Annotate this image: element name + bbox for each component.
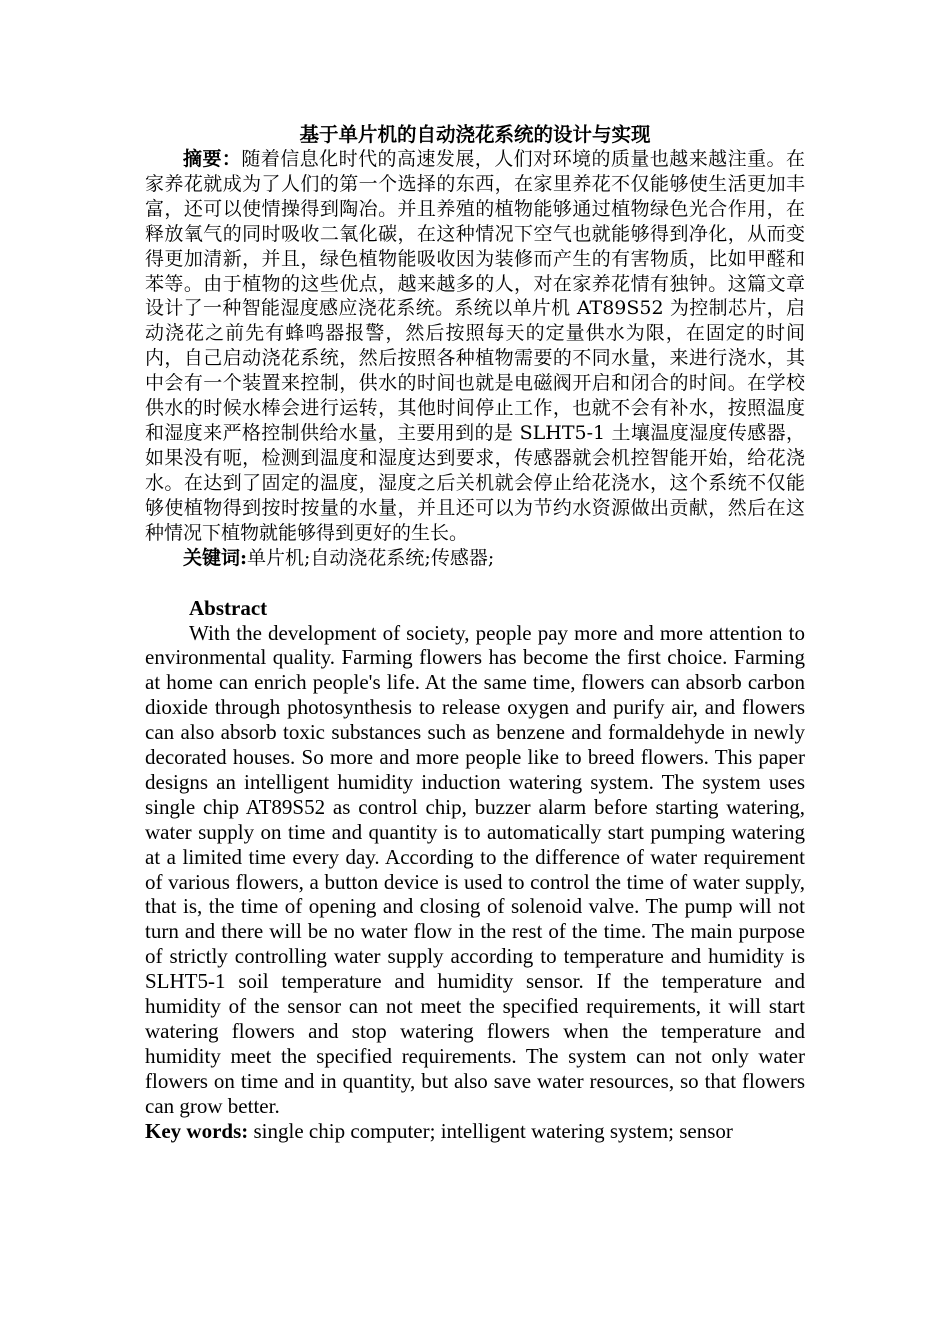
english-keywords-text: single chip computer; intelligent watering system; sensor <box>248 1118 733 1143</box>
english-keywords-label: Key words: <box>145 1118 249 1143</box>
chinese-keywords-text: 单片机;自动浇花系统;传感器; <box>247 546 495 569</box>
abstract-heading: Abstract <box>189 595 268 620</box>
chinese-keywords <box>145 546 805 571</box>
document-page <box>145 122 805 1144</box>
paper-title: 基于单片机的自动浇花系统的设计与实现 <box>299 123 651 146</box>
section-spacer <box>145 571 805 596</box>
chinese-abstract-label: 摘要： <box>183 148 242 170</box>
english-keywords <box>145 1119 805 1144</box>
chinese-abstract-text: 随着信息化时代的高速发展，人们对环境的质量也越来越注重。在家养花就成为了人们的第一个选择的东西，在家里养花不仅能够使生活更加丰富，还可以使情操得到陶冶。并且养殖的植物能够通过植物绿色光合作用，在释放氧气的同时吸收二氧化碳，在这种情况下空气也就能够得到净化，从而变得更加清新，并且，绿色植物能吸收因为装修而产生的有害物质，比如甲醛和苯等。由于植物的这些优点，越来越多的人，对在家养花情有独钟。这篇文章设计了一种智能湿度感应浇花系统。系统以单片机 AT89S52 为控制芯片，启动浇花之前先有蜂鸣器报警，然后按照每天的定量供水为限，在固定的时间内，自己启动浇花系统，然后按照各种植物需要的不同水量，来进行浇水，其中会有一个装置来控制，供水的时间也就是电磁阀开启和闭合的时间。在学校供水的时候水棒会进行运转，其他时间停止工作，也就不会有补水，按照温度和湿度来严格控制供给水量，主要用到的是 SLHT5-1 土壤温度湿度传感器，如果没有呃，检测到温度和湿度达到要求，传感器就会机控智能开始，给花浇水。在达到了固定的温度，湿度之后关机就会停止给花浇水，这个系统不仅能够使植物得到按时按量的水量，并且还可以为节约水资源做出贡献，然后在这种情况下植物就能够得到更好的生长。 <box>145 148 805 544</box>
english-abstract: With the development of society, people pay more and more attention to environmental quality. Farming flowers has become the first choice. Farming at home can enrich people's life. At the same time, flowers can absorb carbon dioxide through photosynthesis to release oxygen and purify air, and flowers can also absorb toxic substances such as benzene and formaldehyde in newly decorated houses. So more and more people like to breed flowers. This paper designs an intelligent humidity induction watering system. The system uses single chip AT89S52 as control chip, buzzer alarm before starting watering, water supply on time and quantity is to automatically start pumping watering at a limited time every day. According to the difference of water requirement of various flowers, a button device is used to control the time of water supply, that is, the time of opening and closing of solenoid valve. The pump will not turn and there will be no water flow in the rest of the time. The main purpose of strictly controlling water supply according to temperature and humidity is SLHT5-1 soil temperature and humidity sensor. If the temperature and humidity of the sensor can not meet the specified requirements, it will start watering flowers and stop watering flowers when the temperature and humidity meet the specified requirements. The system can not only water flowers on time and in quantity, but also save water resources, so that flowers can grow better. <box>145 620 805 1118</box>
chinese-abstract <box>145 147 805 546</box>
chinese-keywords-label: 关键词: <box>183 546 248 569</box>
